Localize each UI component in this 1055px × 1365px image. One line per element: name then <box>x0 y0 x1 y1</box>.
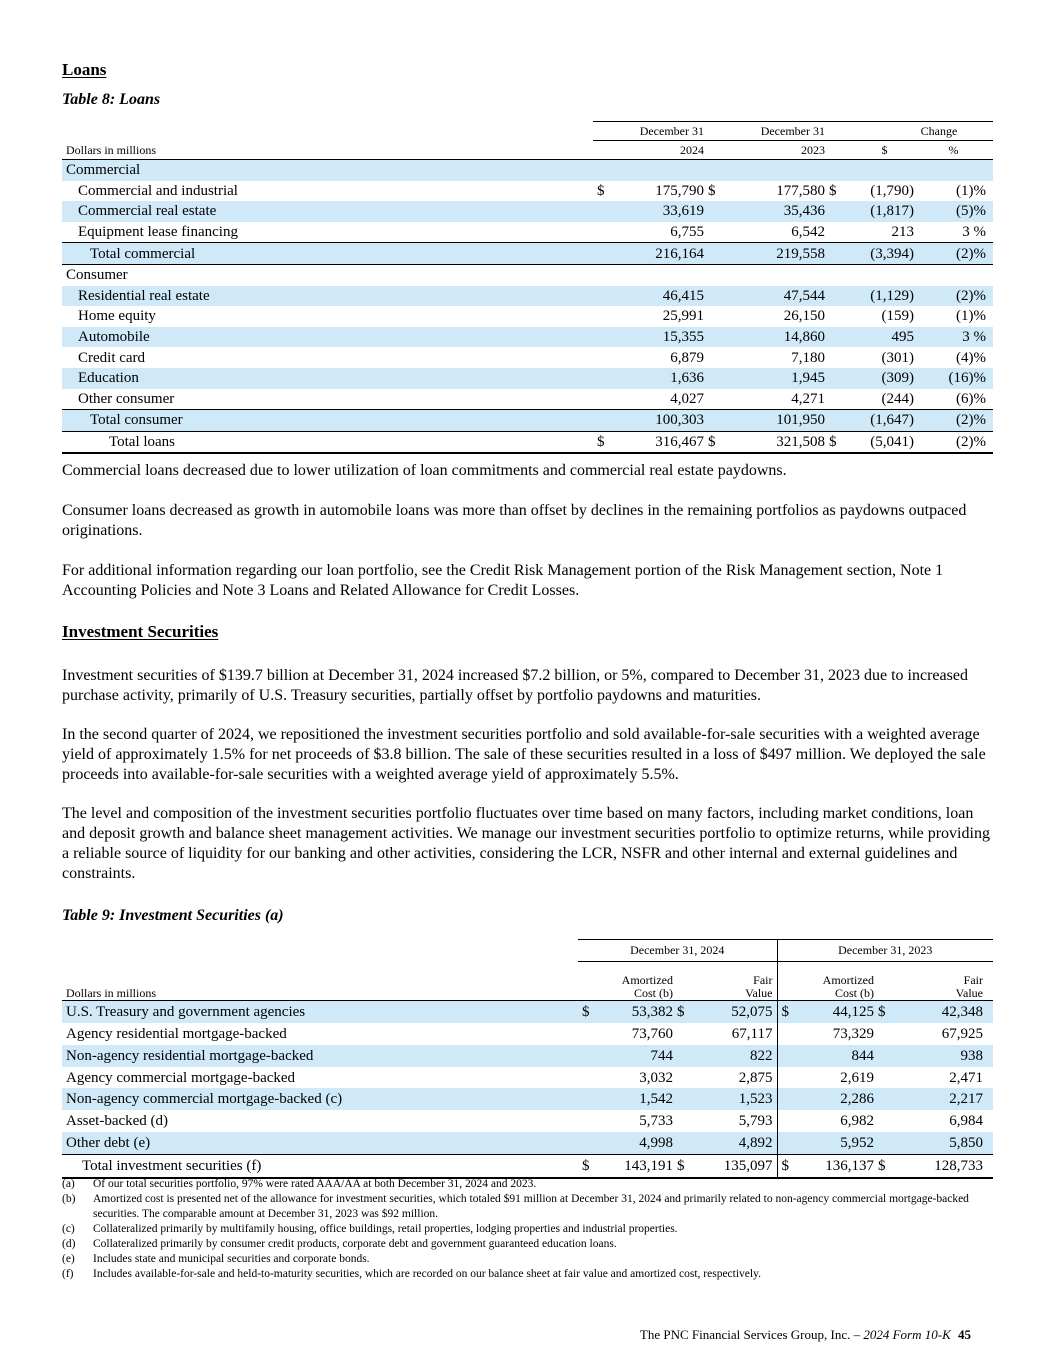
col-header-change-pct: % <box>914 141 993 160</box>
cell-amortized-2024: 5,733 <box>639 1113 673 1130</box>
cell-2024: 15,355 <box>615 327 704 348</box>
table-header-row <box>62 961 993 1000</box>
col-header-year-2024: 2024 <box>615 141 704 160</box>
table-row <box>62 222 993 243</box>
row-label: Residential real estate <box>62 286 593 307</box>
dollar-sign: $ <box>593 431 615 453</box>
table-row <box>62 181 993 202</box>
footnote-mark: (c) <box>62 1223 75 1235</box>
cell-fair-2023: 128,733 <box>905 1155 993 1178</box>
footnote-text: Collateralized primarily by multifamily housing, office buildings, retail properties, lodging properties and industrial properties. <box>93 1223 678 1235</box>
col-header-amortized-line1: Amortized <box>621 972 673 987</box>
footer-form: 2024 Form 10-K <box>863 1327 951 1342</box>
footnote <box>62 1237 993 1252</box>
cell-pct: (2)% <box>914 243 993 265</box>
footnote-mark: (e) <box>62 1253 75 1265</box>
dollar-sign: $ <box>708 182 716 199</box>
row-label: U.S. Treasury and government agencies <box>62 1000 578 1022</box>
col-header-fair-line2: Value <box>745 985 773 1000</box>
dollar-sign: $ <box>673 1000 704 1022</box>
investment-securities-table <box>62 939 993 1179</box>
dollar-sign: $ <box>597 182 605 199</box>
cell-amortized-2023: 136,137 <box>799 1155 874 1178</box>
dollar-sign: $ <box>673 1155 704 1178</box>
cell-amortized-2024: 3,032 <box>639 1069 673 1086</box>
cell-pct: (1)% <box>956 182 986 199</box>
cell-fair-2023: 67,925 <box>941 1025 983 1042</box>
footnote-text: Includes available-for-sale and held-to-maturity securities, which are recorded on our balance sheet at fair value and amortized cost, respectively. <box>93 1268 761 1280</box>
table-row <box>62 201 993 222</box>
col-header-dec31-2024: December 31 <box>593 122 704 141</box>
cell-2024: 46,415 <box>615 286 704 307</box>
row-label: Credit card <box>78 349 146 366</box>
cell-pct: (4)% <box>956 349 986 366</box>
cell-2023: 6,542 <box>734 222 825 243</box>
table-row <box>62 1023 993 1045</box>
dollar-sign: $ <box>777 1000 799 1022</box>
table-row <box>62 1000 993 1022</box>
table-row <box>62 1088 993 1110</box>
table-row-grand-total <box>62 431 993 453</box>
cell-change: (244) <box>855 389 914 410</box>
page-footer <box>640 1327 971 1343</box>
col-header-amortized-2024 <box>600 961 673 1000</box>
paragraph-consumer-loans: Consumer loans decreased as growth in automobile loans was more than offset by declines in the remaining portfolios as paydowns outpaced originations. <box>62 502 967 539</box>
table8-title: Table 8: Loans <box>62 91 161 108</box>
cell-amortized-2024: 1,542 <box>600 1088 673 1110</box>
footnote-mark: (a) <box>62 1178 75 1190</box>
col-header-amortized-2023 <box>799 961 874 1000</box>
cell-2023: 101,950 <box>734 410 825 432</box>
cell-2024: 6,879 <box>670 349 704 366</box>
cell-fair-2023: 938 <box>905 1045 993 1067</box>
cell-change: 213 <box>855 222 914 243</box>
cell-pct: (1)% <box>956 308 986 325</box>
table-row <box>62 1045 993 1067</box>
cell-2023: 4,271 <box>734 389 825 410</box>
table-row <box>62 1132 993 1154</box>
cell-amortized-2024: 143,191 <box>600 1155 673 1178</box>
cell-change: (3,394) <box>855 243 914 265</box>
table-row <box>62 1067 993 1089</box>
cell-2023: 321,508 <box>734 431 825 453</box>
paragraph-portfolio-composition: The level and composition of the investment securities portfolio fluctuates over time based on many factors, including market conditions, loan and deposit growth and balance sheet management activities. We manage our investment securities portfolio to optimize returns, while providing a reliable source of liquidity for our banking and other activities, considering the LCR, NSFR and other internal and external guidelines and constraints. <box>62 805 990 882</box>
cell-2023: 7,180 <box>791 349 825 366</box>
cell-2023: 14,860 <box>734 327 825 348</box>
dollar-sign: $ <box>578 1000 600 1022</box>
footnote <box>62 1222 993 1237</box>
cell-amortized-2024: 73,760 <box>631 1025 673 1042</box>
cell-amortized-2023: 6,982 <box>840 1113 874 1130</box>
cell-2023: 26,150 <box>783 308 825 325</box>
cell-fair-2024: 67,117 <box>731 1025 773 1042</box>
cell-2023: 47,544 <box>734 286 825 307</box>
table-row <box>62 160 993 181</box>
unit-label: Dollars in millions <box>66 985 156 1000</box>
footnote-text: Collateralized primarily by consumer credit products, corporate debt and government guaranteed education loans. <box>93 1238 617 1250</box>
cell-fair-2024: 4,892 <box>704 1132 777 1154</box>
table-row <box>62 286 993 307</box>
cell-change: (301) <box>881 349 914 366</box>
row-label: Total loans <box>62 431 593 453</box>
col-header-change-dollar: $ <box>855 141 914 160</box>
col-header-fair-line1: Fair <box>963 972 983 987</box>
table-row-total <box>62 243 993 265</box>
col-group-2024: December 31, 2024 <box>578 940 777 962</box>
cell-amortized-2023: 844 <box>799 1045 874 1067</box>
cell-amortized-2023: 2,619 <box>840 1069 874 1086</box>
cell-pct: (2)% <box>914 410 993 432</box>
cell-2024: 4,027 <box>615 389 704 410</box>
paragraph-additional-info: For additional information regarding our loan portfolio, see the Credit Risk Management portion of the Risk Management section, Note 1 Accounting Policies and Note 3 Loans and Related Allowance for Credit Losses. <box>62 562 944 599</box>
cell-2023: 219,558 <box>734 243 825 265</box>
cell-pct: (2)% <box>914 431 993 453</box>
cell-2024: 25,991 <box>662 308 704 325</box>
row-label: Non-agency residential mortgage-backed <box>62 1045 578 1067</box>
cell-change: (159) <box>881 308 914 325</box>
cell-amortized-2023: 2,286 <box>799 1088 874 1110</box>
row-label: Total consumer <box>62 410 593 432</box>
paragraph-repositioning: In the second quarter of 2024, we repositioned the investment securities portfolio and sold available-for-sale securities with a weighted average yield of approximately 1.5% for net proceeds of $3.8 billion. The sale of these securities resulted in a loss of $497 million. We deployed the sale proceeds into available-for-sale securities with a weighted average yield of approximately 5.5%. <box>62 726 986 783</box>
cell-pct: 3 % <box>914 327 993 348</box>
cell-fair-2024: 5,793 <box>738 1113 773 1130</box>
cell-pct: 3 % <box>962 224 986 241</box>
row-label: Asset-backed (d) <box>66 1113 169 1130</box>
paragraph-commercial-loans: Commercial loans decreased due to lower utilization of loan commitments and commercial real estate paydowns. <box>62 462 787 479</box>
footer-company: The PNC Financial Services Group, Inc. – <box>639 1327 861 1342</box>
col-header-fair-line1: Fair <box>753 972 773 987</box>
dollar-sign: $ <box>874 1155 905 1178</box>
cell-pct: (5)% <box>914 201 993 222</box>
footnote-text: Amortized cost is presented net of the allowance for investment securities, which totaled $91 million at December 31, 2024 and primarily related to non-agency commercial mortgage-backed securities. The comparable amount at December 31, 2023 was $92 million. <box>93 1193 969 1220</box>
col-header-amortized-line1: Amortized <box>822 972 874 987</box>
cell-fair-2023: 5,850 <box>905 1132 993 1154</box>
dollar-sign: $ <box>829 182 837 199</box>
cell-fair-2023: 2,471 <box>949 1069 983 1086</box>
row-label: Non-agency commercial mortgage-backed (c) <box>62 1088 578 1110</box>
cell-change: (1,817) <box>855 201 914 222</box>
cell-fair-2024: 822 <box>704 1045 777 1067</box>
col-header-year-2023: 2023 <box>734 141 825 160</box>
table-header-row <box>62 940 993 962</box>
footnote <box>62 1177 993 1192</box>
cell-change: (1,647) <box>855 410 914 432</box>
cell-amortized-2024: 53,382 <box>600 1000 673 1022</box>
unit-label: Dollars in millions <box>66 142 156 157</box>
table-header-row <box>62 122 993 141</box>
dollar-sign: $ <box>777 1155 799 1178</box>
footnote-mark: (f) <box>62 1268 74 1280</box>
group-label-consumer: Consumer <box>62 264 593 285</box>
row-label: Agency commercial mortgage-backed <box>66 1069 296 1086</box>
cell-2024: 175,790 <box>655 182 704 199</box>
col-header-change: Change <box>855 122 993 141</box>
table-row-total <box>62 410 993 432</box>
cell-fair-2024: 2,875 <box>738 1069 773 1086</box>
col-header-dec31-2023: December 31 <box>704 122 825 141</box>
cell-change: (309) <box>855 368 914 389</box>
table-row <box>62 264 993 285</box>
footnote-text: Includes state and municipal securities and corporate bonds. <box>93 1253 370 1265</box>
cell-fair-2023: 6,984 <box>949 1113 983 1130</box>
cell-2024: 6,755 <box>615 222 704 243</box>
row-label: Commercial real estate <box>62 201 593 222</box>
cell-2024: 1,636 <box>615 368 704 389</box>
cell-change: (5,041) <box>855 431 914 453</box>
row-label: Commercial and industrial <box>78 182 238 199</box>
footnote <box>62 1192 993 1222</box>
cell-amortized-2024: 4,998 <box>600 1132 673 1154</box>
group-label-commercial: Commercial <box>62 160 593 181</box>
table-row-total <box>62 1155 993 1178</box>
table-row <box>62 306 993 327</box>
cell-fair-2023: 42,348 <box>905 1000 993 1022</box>
cell-2023: 177,580 <box>776 182 825 199</box>
row-label: Total commercial <box>62 243 593 265</box>
dollar-sign: $ <box>578 1155 600 1178</box>
paragraph-investment-securities: Investment securities of $139.7 billion at December 31, 2024 increased $7.2 billion, or 5%, compared to December 31, 2023 due to increased purchase activity, primarily of U.S. Treasury securities, partially offset by portfolio paydowns and maturities. <box>62 667 968 704</box>
cell-fair-2024: 1,523 <box>704 1088 777 1110</box>
footnote <box>62 1252 993 1267</box>
row-label: Automobile <box>62 327 593 348</box>
cell-amortized-2023: 73,329 <box>832 1025 874 1042</box>
table-row <box>62 368 993 389</box>
col-header-fair-2024 <box>704 961 777 1000</box>
cell-change: (1,790) <box>870 182 914 199</box>
footnote-text: Of our total securities portfolio, 97% were rated AAA/AA at both December 31, 2024 and 2023. <box>93 1178 537 1190</box>
row-label: Other consumer <box>78 390 175 407</box>
cell-2024: 33,619 <box>615 201 704 222</box>
row-label: Home equity <box>78 308 156 325</box>
cell-2023: 1,945 <box>734 368 825 389</box>
table-header-row <box>62 141 993 160</box>
col-header-fair-2023 <box>905 961 993 1000</box>
col-header-amortized-line2: Cost (b) <box>634 985 673 1000</box>
row-label: Other debt (e) <box>62 1132 578 1154</box>
cell-2024: 100,303 <box>615 410 704 432</box>
cell-change: (1,129) <box>855 286 914 307</box>
table-row <box>62 327 993 348</box>
cell-fair-2023: 2,217 <box>905 1088 993 1110</box>
cell-fair-2024: 52,075 <box>704 1000 777 1022</box>
table-row <box>62 1110 993 1132</box>
table9-title: Table 9: Investment Securities (a) <box>62 907 284 924</box>
page-number: 45 <box>958 1327 971 1342</box>
col-header-fair-line2: Value <box>955 985 983 1000</box>
dollar-sign: $ <box>825 431 855 453</box>
row-label: Equipment lease financing <box>78 224 238 241</box>
cell-2023: 35,436 <box>734 201 825 222</box>
cell-2024: 216,164 <box>615 243 704 265</box>
cell-amortized-2023: 44,125 <box>799 1000 874 1022</box>
row-label: Total investment securities (f) <box>62 1155 578 1178</box>
cell-pct: (2)% <box>914 286 993 307</box>
cell-change: 495 <box>855 327 914 348</box>
cell-amortized-2023: 5,952 <box>799 1132 874 1154</box>
loans-table <box>62 121 993 454</box>
footnote-mark: (b) <box>62 1193 76 1205</box>
dollar-sign: $ <box>704 431 734 453</box>
col-group-2023: December 31, 2023 <box>777 940 993 962</box>
loans-heading: Loans <box>62 60 107 79</box>
footnotes <box>62 1177 993 1282</box>
row-label: Education <box>62 368 593 389</box>
footnote <box>62 1267 993 1282</box>
table-row <box>62 347 993 368</box>
table-row <box>62 389 993 410</box>
cell-fair-2024: 135,097 <box>704 1155 777 1178</box>
cell-pct: (6)% <box>956 390 986 407</box>
row-label: Agency residential mortgage-backed <box>66 1025 287 1042</box>
investment-securities-heading: Investment Securities <box>62 622 219 641</box>
cell-amortized-2024: 744 <box>600 1045 673 1067</box>
cell-pct: (16)% <box>914 368 993 389</box>
col-header-amortized-line2: Cost (b) <box>835 985 874 1000</box>
dollar-sign: $ <box>874 1000 905 1022</box>
footnote-mark: (d) <box>62 1238 76 1250</box>
cell-2024: 316,467 <box>615 431 704 453</box>
